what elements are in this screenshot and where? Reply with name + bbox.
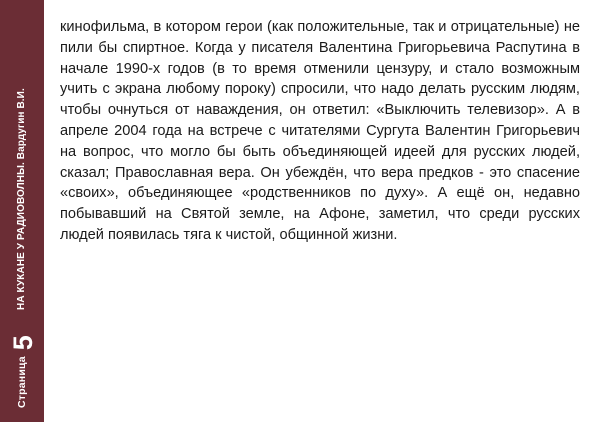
sidebar — [0, 0, 44, 422]
body-paragraph: кинофильма, в котором герои (как положительные, так и отрицательные) не пили бы спиртное. Когда у писателя Валентина Григорьевича Распутина в начале 1990-х годов (в то время отменили цензуру, и стало возможным учить с экрана любому пороку) спросили, что надо делать русским людям, чтобы очнуться от наваждения, он ответил: «Выключить телевизор». А в апреле 2004 года на встрече с читателями Сургута Валентин Григорьевич на вопрос, что могло бы быть объединяющей идеей для русских людей, сказал; Православная вера. Он убеждён, что вера предков - это спасение «своих», объединяющее «родственников по духу». А ещё он, недавно побывавший на Святой земле, на Афоне, заметил, что среди русских людей появилась тяга к чистой, общинной жизни. — [60, 19, 580, 243]
page-number: 5 — [8, 334, 39, 351]
page-indicator — [0, 335, 44, 408]
page-label: Страница — [16, 356, 29, 408]
running-header: НА КУКАНЕ У РАДИОВОЛНЫ. Вардугин В.И. — [16, 88, 27, 310]
sidebar-rotated-text — [0, 0, 44, 422]
